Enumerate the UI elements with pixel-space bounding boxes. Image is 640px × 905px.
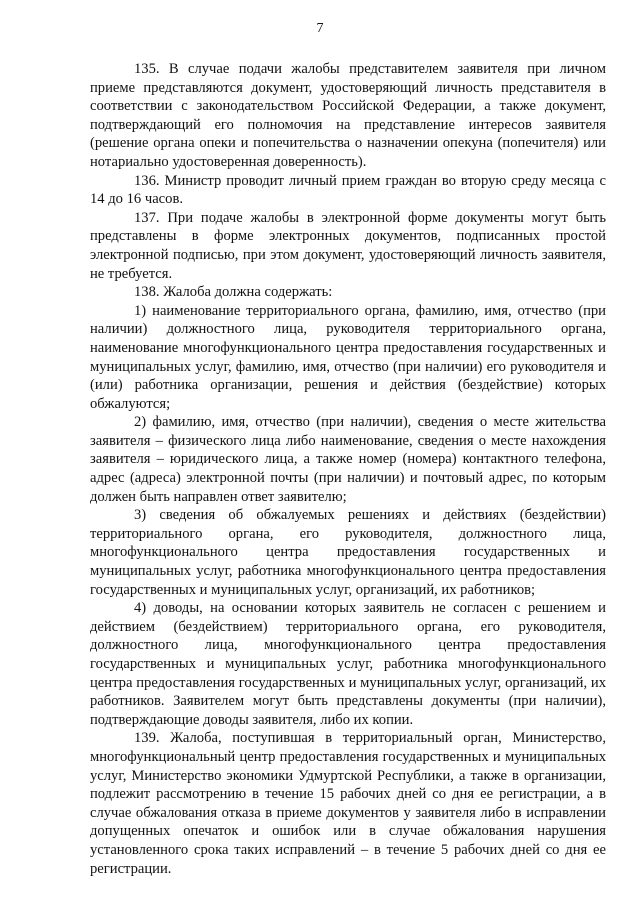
paragraph-137: 137. При подаче жалобы в электронной форме документы могут быть представлены в форме электронных документов, подписанных простой электронной подписью, при этом документ, удостоверяющий личность заявителя, не требуется. [90, 209, 606, 282]
list-item-1: 1) наименование территориального органа, фамилию, имя, отчество (при наличии) должностного лица, руководителя территориального органа, наименование многофункционального центра предоставления государственных и муниципальных услуг, фамилию, имя, отчество (при наличии) его руководителя и (или) работника организации, решения и действия (бездействие) которых обжалуются; [90, 302, 606, 412]
page-number: 7 [316, 21, 324, 36]
paragraph-136: 136. Министр проводит личный прием граждан во вторую среду месяца с 14 до 16 часов. [90, 172, 606, 208]
list-item-3: 3) сведения об обжалуемых решениях и действиях (бездействии) территориального органа, его руководителя, должностного лица, многофункционального центра предоставления государственных и муниципальных услуг, работника многофункционального центра предоставления государственных и муниципальных услуг, организаций, их работников; [90, 507, 606, 598]
list-item-2: 2) фамилию, имя, отчество (при наличии), сведения о месте жительства заявителя – физического лица либо наименование, сведения о месте нахождения заявителя – юридического лица, а также номер (номера) контактного телефона, адрес (адреса) электронной почты (при наличии) и почтовый адрес, по которым должен быть направлен ответ заявителю; [90, 414, 606, 505]
paragraph-139: 139. Жалоба, поступившая в территориальный орган, Министерство, многофункциональный центр предоставления государственных и муниципальных услуг, Министерство экономики Удмуртской Республики, а также в организации, подлежит рассмотрению в течение 15 рабочих дней со дня ее регистрации, а в случае обжалования отказа в приеме документов у заявителя либо в исправлении допущенных опечаток и ошибок или в случае обжалования нарушения установленного срока таких исправлений – в течение 5 рабочих дней со дня ее регистрации. [90, 730, 606, 877]
document-body [90, 60, 606, 878]
paragraph-138: 138. Жалоба должна содержать: [134, 284, 333, 301]
list-item-4: 4) доводы, на основании которых заявитель не согласен с решением и действием (бездействием) территориального органа, его руководителя, должностного лица, многофункционального центра предоставления государственных и муниципальных услуг, работника многофункционального центра предоставления государственных и муниципальных услуг, организаций, их работников. Заявителем могут быть представлены документы (при наличии), подтверждающие доводы заявителя, либо их копии. [90, 600, 606, 728]
paragraph-135: 135. В случае подачи жалобы представителем заявителя при личном приеме представляются документ, удостоверяющий личность представителя в соответствии с законодательством Российской Федерации, а также документ, подтверждающий его полномочия на представление интересов заявителя (решение органа опеки и попечительства о назначении опекуна (попечителя) или нотариально удостоверенная доверенность). [90, 61, 606, 170]
